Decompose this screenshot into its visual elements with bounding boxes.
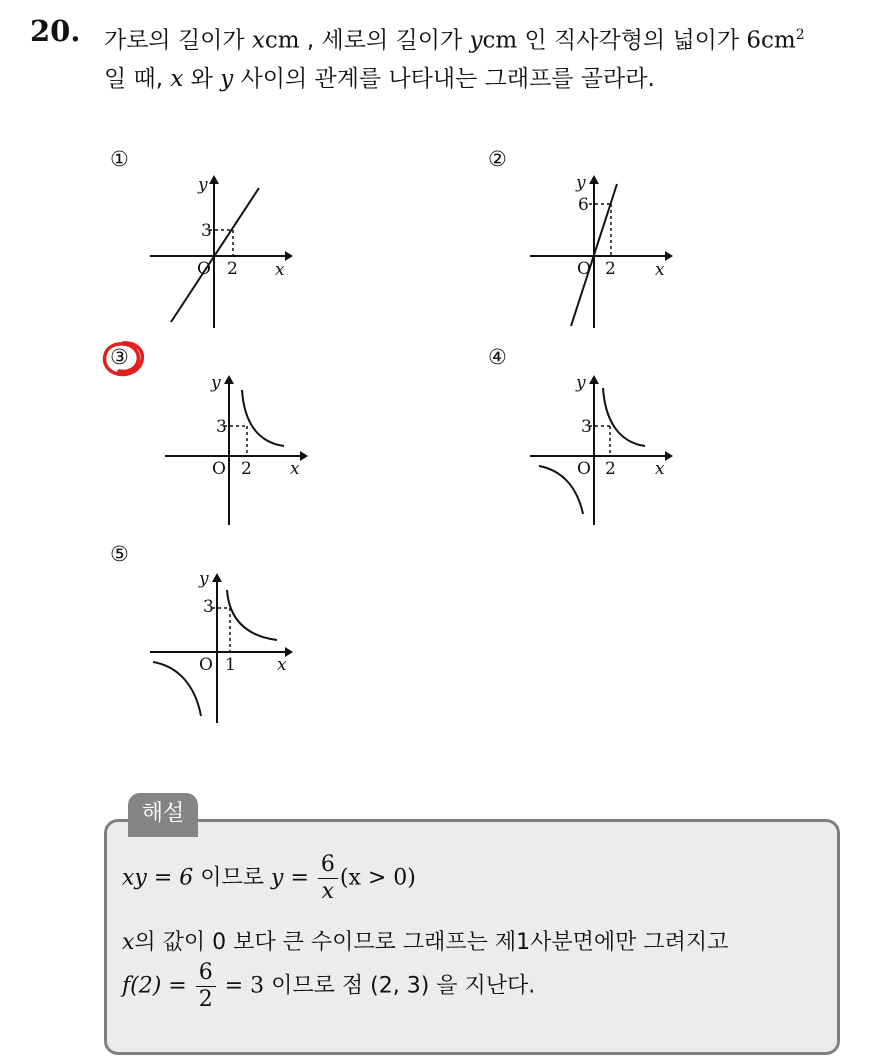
x-tick-label: 2	[241, 459, 252, 479]
graph-option-4	[525, 370, 675, 530]
x-arrow-icon	[300, 451, 308, 461]
x-axis-label: x	[655, 459, 665, 479]
solution-line-1: xy = 6 이므로 y = $\frac{6}{x}$ (x > 0)	[122, 852, 416, 904]
y-tick-label: 6	[578, 195, 589, 215]
question-line-1: 가로의 길이가 xcm , 세로의 길이가 ycm 인 직사각형의 넓이가 $6cm^2$	[104, 27, 805, 54]
x-tick-label: 1	[225, 655, 236, 675]
y-axis-label: y	[199, 569, 209, 589]
x-arrow-icon	[665, 251, 673, 261]
graph-option-5	[145, 568, 300, 728]
x-axis-label: x	[290, 459, 300, 479]
x-tick-label: 2	[227, 259, 238, 279]
question-text	[104, 16, 874, 98]
y-tick-label: 3	[201, 221, 212, 241]
x-tick-label: 2	[605, 259, 616, 279]
graph-option-2	[525, 170, 675, 330]
graph-option-3	[160, 370, 310, 530]
answer-circle-mark	[100, 339, 146, 379]
graph-option-1	[145, 170, 295, 330]
option-5-label[interactable]: ⑤	[110, 542, 129, 566]
y-tick-label: 3	[203, 597, 214, 617]
x-arrow-icon	[665, 451, 673, 461]
origin-label: O	[577, 259, 591, 279]
x-arrow-icon	[285, 251, 293, 261]
origin-label: O	[199, 655, 213, 675]
x-axis-label: x	[275, 260, 285, 280]
question-line-2: 일 때, x 와 y 사이의 관계를 나타내는 그래프를 골라라.	[104, 65, 655, 92]
y-axis-label: y	[211, 373, 221, 393]
x-axis-label: x	[277, 655, 287, 675]
origin-label: O	[212, 459, 226, 479]
y-axis-label: y	[576, 173, 586, 193]
option-4-label[interactable]: ④	[488, 345, 507, 369]
y-arrow-icon	[589, 175, 599, 184]
y-arrow-icon	[209, 175, 219, 184]
origin-label: O	[197, 259, 211, 279]
y-axis-label: y	[576, 373, 586, 393]
y-tick-label: 3	[216, 417, 227, 437]
fraction: $\frac{6}{x}$	[318, 852, 338, 905]
option-2-label[interactable]: ②	[488, 147, 507, 171]
question-number: 20.	[30, 14, 81, 48]
solution-line-3: f(2) = $\frac{6}{2}$ = 3 이므로 점 (2, 3) 을 지난다.	[122, 960, 536, 1012]
y-arrow-icon	[212, 573, 222, 582]
x-axis-label: x	[655, 260, 665, 280]
solution-tag: 해설	[128, 793, 198, 837]
x-tick-label: 2	[605, 459, 616, 479]
y-tick-label: 3	[581, 417, 592, 437]
y-axis-label: y	[198, 175, 208, 195]
y-arrow-icon	[589, 375, 599, 384]
option-1-label[interactable]: ①	[110, 147, 129, 171]
option-3-label[interactable]: ③	[110, 345, 129, 369]
solution-line-2: x의 값이 0 보다 큰 수이므로 그래프는 제1사분면에만 그려지고	[122, 930, 729, 955]
fraction: $\frac{6}{2}$	[196, 960, 216, 1013]
y-arrow-icon	[224, 375, 234, 384]
origin-label: O	[577, 459, 591, 479]
